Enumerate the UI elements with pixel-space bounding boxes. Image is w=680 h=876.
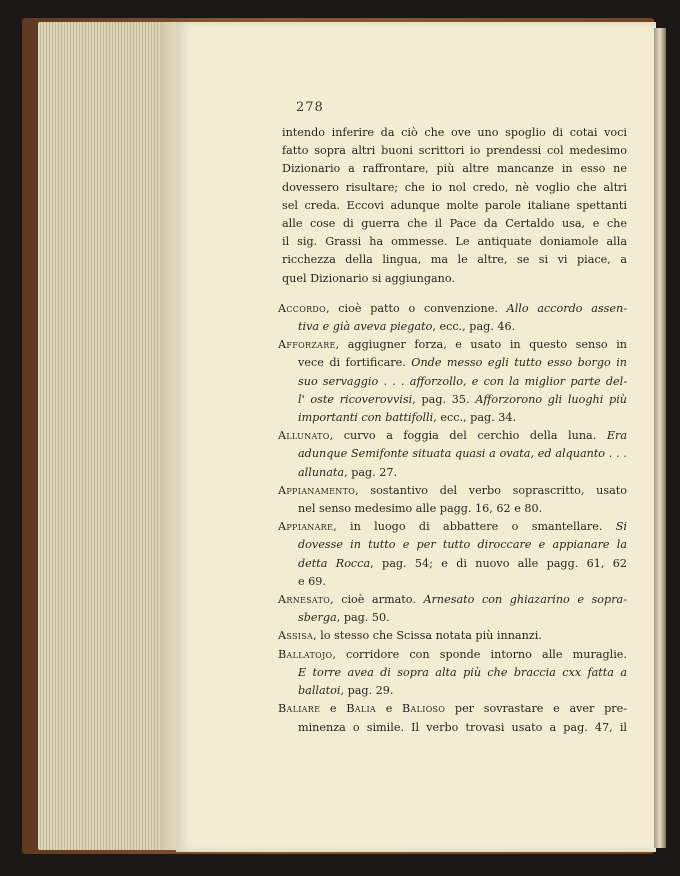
entry-line: ballatoi, pag. 29. [298,684,394,698]
entry-line: Arnesato, cioè armato. Arnesato con ghiazarino e sopra- [278,593,628,607]
entry-line: tiva e già aveva piegato, ecc., pag. 46. [298,320,516,334]
entry-line: suo servaggio . . . afforzollo, e con la miglior parte del- [298,374,627,388]
entry-term: Assisa [278,629,314,643]
entry-line: sberga, pag. 50. [298,611,390,625]
entry-line: adunque Semifonte situata quasi a ovata, ed alquanto . . . [298,447,627,461]
entry-line: minenza o simile. Il verbo trovasi usato a pag. 47, il [298,720,627,734]
page-block-edges [38,22,170,850]
entry-term: Arnesato [278,593,331,607]
entry-term: Baliare [278,702,321,716]
entry-line: nel senso medesimo alle pagg. 16, 62 e 80. [298,502,543,516]
entry-line: dovesse in tutto e per tutto diroccare e appianare la [298,538,627,552]
intro-line: sel creda. Eccovi adunque molte parole italiane spettanti [282,198,627,212]
entry-line: e 69. [298,574,326,588]
entry-line: Appianare, in luogo di abbattere o smantellare. Si [278,520,627,534]
intro-line: quel Dizionario si aggiungano. [282,271,455,285]
intro-line: ricchezza della lingua, ma le altre, se si vi piace, a [282,253,627,267]
entry-term: Appianamento [278,483,356,497]
page-number: 278 [296,100,324,115]
entry-term: Afforzare [278,338,336,352]
entry-term: Appianare [278,520,334,534]
facing-page-edge [654,28,666,848]
intro-line: intendo inferire da ciò che ove uno spoglio di cotai voci [282,126,627,139]
entry-term: Allunato [278,429,330,443]
intro-line: Dizionario a raffrontare, più altre mancanze in esso ne [282,162,627,176]
entry-line: l' oste ricoverovvisi, pag. 35. Afforzorono gli luoghi più [298,392,627,406]
entry-line: detta Rocca, pag. 54; e di nuovo alle pagg. 61, 62 [298,556,627,570]
intro-line: fatto sopra altri buoni scrittori io prendessi col medesimo [282,144,627,158]
entry-term: Balia [346,702,376,716]
entry-term: Ballatojo [278,647,333,661]
entry-line: Assisa, lo stesso che Scissa notata più innanzi. [278,629,542,643]
intro-line: il sig. Grassi ha ommesse. Le antiquate doniamole alla [282,235,627,249]
entry-line: Accordo, cioè patto o convenzione. Allo accordo assen- [278,301,627,315]
entry-line: allunata, pag. 27. [298,465,398,479]
intro-line: alle cose di guerra che il Pace da Certaldo usa, e che [282,217,627,231]
entry-line: Afforzare, aggiugner forza, e usato in questo senso in [278,338,627,352]
intro-line: dovessero risultare; che io nol credo, nè voglio che altri [282,180,627,194]
entry-line: E torre avea di sopra alta più che braccia cxx fatta a [298,665,627,679]
entry-line: Ballatojo, corridore con sponde intorno alle muraglie. [278,647,627,661]
entry-line: importanti con battifolli, ecc., pag. 34. [298,411,517,425]
entry-term: Balioso [402,702,446,716]
entry-line: Appianamento, sostantivo del verbo soprascritto, usato [278,483,627,497]
entry-term: Accordo [278,301,326,315]
entry-line: Allunato, curvo a foggia del cerchio della luna. Era [278,429,627,443]
entry-line: vece di fortificare. Onde messo egli tutto esso borgo in [298,356,627,370]
page-text [278,124,628,737]
entry-line: Baliare e Balia e Balioso per sovrastare e aver pre- [278,702,628,716]
